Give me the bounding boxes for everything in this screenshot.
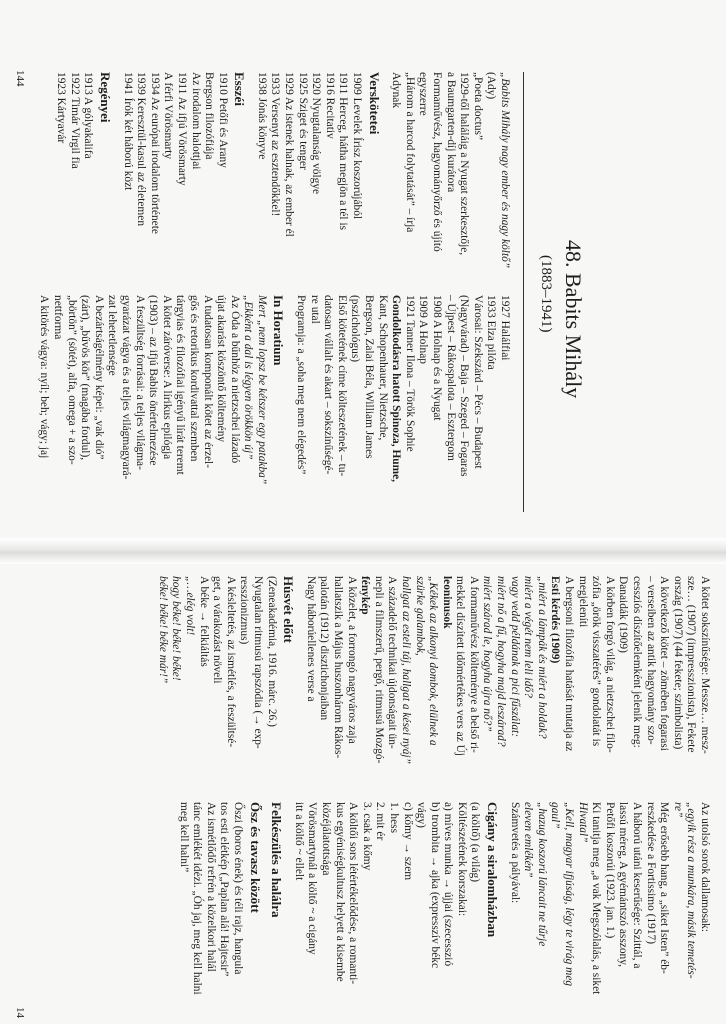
- bottom-left-column: [155, 576, 711, 796]
- text-line: 3. csak a kőmy: [360, 802, 373, 871]
- text-line: miért a végét nem leli idő?: [522, 576, 535, 698]
- text-line: 1941 Írók két háború közt: [121, 72, 134, 191]
- text-line: a Baumgarten-díj kurátora: [444, 72, 457, 193]
- text-line: 1929-től haláláig a Nyugat szerkesztője,: [458, 72, 471, 256]
- text-line: zat lehetetlensége: [106, 295, 119, 376]
- top-left-column: [54, 72, 511, 287]
- text-line: zófia „örök visszatérés” gondolatát is: [590, 576, 603, 747]
- text-line: A kitörés vágya: nyíl; beh; vágy; jaj: [38, 295, 51, 459]
- chapter-years: (1883–1941): [538, 255, 554, 333]
- text-line: A századelő technikai újdonságait ün-: [386, 576, 399, 749]
- section-heading: Verskötetei: [366, 72, 382, 135]
- text-line: 1. hess: [387, 802, 400, 834]
- text-line: Nyugtalan ritmusú rapszódia (→ exp-: [252, 576, 264, 749]
- page-bottom-content: [0, 562, 726, 1024]
- text-line: Az ismétlődő refrén a közelkori halál: [204, 802, 217, 972]
- text-line: a) míves munka → újjai (szecesszió: [442, 802, 455, 967]
- text-line: Bergson, Zalai Béla, William James: [363, 295, 376, 459]
- text-line: A kötet záróverse: A lírikus epilógja: [160, 295, 173, 460]
- text-line: tárgyias és filozófiai igényű lírát teremt: [174, 295, 187, 475]
- text-line: „Kékek az alkonyi dombok, elülnek a: [427, 576, 440, 746]
- text-line: Mert „nem lopsz be kétszer egy patakba”: [255, 295, 268, 485]
- text-line: ország (1907) (44 fekete; szimbolista): [671, 576, 684, 750]
- text-line: A tudatosan komponált kötet az érzel-: [201, 295, 214, 469]
- text-line: 1925 Sziget és tenger: [296, 72, 309, 170]
- text-line: A kötet sokszínűsége: Messze… mesz-: [699, 576, 711, 754]
- text-line: re utal: [308, 295, 321, 324]
- text-line: Hivatal”: [576, 802, 589, 843]
- text-line: hogy béke! béke! béke!: [170, 576, 183, 681]
- text-line: (zárt), „bűvös kör” (magába fordul),: [79, 295, 92, 461]
- text-line: „Ekként a dal is légyen örökkön új”: [242, 295, 255, 460]
- text-line: reszkedése a Fortissimo (1917): [644, 802, 657, 945]
- text-line: Petőfi koszorúi (1923. jan. 1.): [603, 802, 616, 939]
- text-line: A formaművész költeménye a belső ri-: [467, 576, 480, 753]
- text-line: Az utolsó sorok dallamosak:: [699, 802, 711, 933]
- text-line: A költői sors létértékelődése, a romanti-: [347, 802, 360, 985]
- text-line: egyszerre: [417, 72, 430, 116]
- text-line: 1922 Timár Virgil fia: [68, 72, 81, 169]
- text-line: gaul”: [549, 802, 562, 829]
- page-bottom: [0, 562, 726, 1024]
- text-line: „Babits Mihály nagy ember és nagy költő”: [499, 72, 511, 269]
- text-line: 1921 Tanner Ilona – Török Sophie: [403, 295, 416, 452]
- text-line: tos esti elétkép („Paplan alá! Hajtesir”: [218, 802, 231, 977]
- text-line: 1911 Herceg, hátha megjön a tél is: [337, 72, 350, 231]
- text-line: 1927 Halálfiai: [499, 295, 511, 361]
- text-line: 1913 A gólyakalifa: [82, 72, 95, 159]
- text-line: „…elég volt!: [184, 576, 197, 636]
- section-heading: Felkészülés a halálra: [269, 802, 285, 918]
- chapter-header: [516, 0, 726, 540]
- text-line: resszionizmus): [238, 576, 251, 645]
- text-line: gyarázat vágya és a teljes világmagyará-: [119, 295, 132, 480]
- text-line: (Ady): [485, 72, 498, 100]
- text-line: (a költő) (a világ): [469, 802, 482, 883]
- text-line: miért nő a fű, hogyha majd leszárad?: [495, 576, 508, 747]
- text-line: Programja: a „soha meg nem elégedés”: [295, 295, 308, 475]
- text-line: nepli a filmszerű, pergő, ritmusú Mozgó-: [372, 576, 385, 764]
- text-line: újat akarást köszöntő költemény: [215, 295, 228, 443]
- text-line: Formaművész, hagyományőrző és újító: [431, 72, 444, 252]
- text-line: A feszültség forrásai: a teljes világma-: [133, 295, 146, 470]
- text-line: Nagy háborúellenes verse a: [304, 576, 317, 702]
- text-line: 1933 Elza pilóta: [485, 295, 498, 370]
- text-line: Kant, Schopenhauer, Nietzsche,: [376, 295, 389, 441]
- text-line: miért szárad le, hogyha újra nő?”: [481, 576, 494, 732]
- text-line: A béke → felkiáltás: [197, 576, 210, 667]
- text-line: A körben forgó világ, a nietzschei filo-: [603, 576, 616, 753]
- text-line: 1939 Keresztül-kasul az életemen: [135, 72, 148, 227]
- text-line: szürke galambok,: [413, 576, 426, 656]
- text-line: Az Óda a bűnhöz a nietzschei lázadó: [228, 295, 241, 464]
- text-line: 1929 Az istenek halnak, az ember él: [283, 72, 296, 237]
- text-line: c) kőmy → szem: [401, 802, 414, 881]
- text-line: (Nagyvárad) – Baja – Szeged – Fogaras: [458, 295, 471, 477]
- text-line: – Újpest – Rákospalota – Esztergom: [444, 295, 457, 461]
- text-line: (1903) – az ifjú Babits önértelmezése: [147, 295, 160, 466]
- text-line: Vörösmartynál a költő ~ a cigány: [306, 802, 319, 955]
- text-line: Esti kérdés (1909): [549, 576, 562, 664]
- book-fold: [0, 538, 726, 564]
- text-line: A következő kötet – zömében fogarasi: [658, 576, 671, 751]
- text-line: nettforma: [52, 295, 64, 340]
- text-line: „Három a harcod folytatását” – írja: [403, 72, 416, 233]
- text-line: Danaidák (1909): [617, 576, 630, 653]
- text-line: 1908 A Holnap és a Nyugat: [431, 295, 444, 421]
- text-line: itt a költő ~ ellelt: [292, 802, 305, 881]
- text-line: „hazug koszorú láncait ne tűrje: [535, 802, 548, 947]
- page-number: 144: [14, 70, 26, 87]
- text-line: 1909 A Holnap: [417, 295, 430, 364]
- text-line: meg kell halni”: [177, 802, 190, 873]
- text-line: közéjálatottsága: [319, 802, 332, 876]
- text-line: eleven emlékén”: [522, 802, 535, 878]
- text-line: – verseiben az antik hagyomány szo-: [644, 576, 657, 745]
- text-line: Még erősebb hang, a „siket Isten” éb-: [658, 802, 671, 974]
- text-line: „Kell, magyar ifjúság, légy te virág meg: [563, 802, 576, 987]
- text-line: Gondolkodásra hatott Spinoza, Hume,: [390, 295, 403, 483]
- text-line: mekkel díszített időmértékes vers az Új: [454, 576, 467, 756]
- section-heading: Ősz és tavasz között: [247, 802, 263, 913]
- text-line: „miért a lámpák és miért a holdak?: [535, 576, 548, 739]
- text-line: sze… (1907) (impresszionista), Fekete: [685, 576, 698, 753]
- text-line: „Poeta doctus”: [471, 72, 484, 141]
- text-line: lassú méreg, A gyémántszó asszony,: [617, 802, 630, 968]
- text-line: Adynak: [390, 72, 403, 109]
- text-line: tánc emlékét idézi. „Óh jaj, meg kell halni: [191, 802, 204, 995]
- text-line: palotán (1912) disztichonjaiban: [318, 576, 331, 721]
- section-heading: Esszéi: [232, 72, 248, 106]
- text-line: 1911 Az ifjú Vörösmarty: [175, 72, 188, 186]
- text-line: A késleltetés, az ismétlés, a feszültsé-: [224, 576, 237, 748]
- text-line: „börtön” (sötét), alfa, omega + a szo-: [65, 295, 78, 465]
- text-line: A férfi Vörösmarty: [162, 72, 175, 160]
- bottom-right-column: [176, 802, 711, 1022]
- text-line: kus egyéniségkultusz helyett a kisembe: [333, 802, 346, 982]
- text-line: Bergson filozófiája: [203, 72, 216, 160]
- top-right-column: [37, 295, 511, 515]
- text-line: Ki tanitja meg „a vak Megszólalás, a siket: [590, 802, 603, 995]
- text-line: 1920 Nyugtalanság völgye: [310, 72, 323, 195]
- text-line: (Zeneakadémia, 1916. márc. 26.): [265, 576, 278, 727]
- text-line: A bergsoni filozófia hatását mutatja az: [563, 576, 576, 752]
- text-line: A közelet, a forrongó nagyváros zaja: [345, 576, 358, 744]
- text-line: 1938 Jónás könyve: [255, 72, 268, 160]
- section-heading: Regényei: [97, 72, 113, 123]
- text-line: datosan vállalt és akart – sokszínűségé-: [322, 295, 335, 475]
- text-line: hallgat az esteli táj, hallgat a kései nyáj”: [399, 576, 412, 764]
- text-line: 1916 Recitativ: [323, 72, 336, 139]
- text-line: A bezártságélmény képei: „vak dió”: [92, 295, 105, 460]
- text-line: vagy vedd példának a pici fűszálat:: [508, 576, 521, 738]
- text-line: Első kötetének címe költeszetének – tu-: [335, 295, 348, 477]
- text-line: Számvetés a pályával:: [508, 802, 521, 904]
- section-heading: Cigány a siralomházban: [485, 802, 501, 938]
- text-line: Költészetének korszakai:: [455, 802, 468, 917]
- text-line: b) trombita → ajka (expresszív békc: [428, 802, 441, 969]
- text-line: 1909 Levelek Írisz koszorújából: [351, 72, 364, 220]
- text-line: 1910 Petőfi és Arany: [216, 72, 229, 168]
- text-line: fénykép: [359, 576, 372, 615]
- text-line: re”: [671, 802, 684, 818]
- text-line: 1933 Versenyt az esztendőkkel!: [269, 72, 282, 217]
- text-line: cessziós díszítőelemként jelenik meg:: [631, 576, 644, 748]
- text-line: 1934 Az európai irodalom története: [148, 72, 161, 234]
- text-line: 2. mit ér: [374, 802, 387, 841]
- text-line: hallatszik a Május huszonhárom Rákos-: [331, 576, 344, 759]
- page-number: 14: [14, 1007, 26, 1018]
- text-line: „egyik rész a munkára, másik temetés-: [685, 802, 698, 979]
- section-heading: In Horatium: [271, 295, 287, 366]
- text-line: gős és retorikus kordivattal szemben: [187, 295, 200, 462]
- text-line: leoninusok: [440, 576, 453, 629]
- text-line: megjeleníti: [576, 576, 589, 628]
- text-line: (pszichológus): [349, 295, 362, 363]
- header-rule: [523, 72, 524, 512]
- text-line: A háború utáni keserűsége: Szittál, a: [631, 802, 644, 969]
- section-heading: Húsvét előtt: [281, 576, 297, 643]
- text-line: vágy): [415, 802, 428, 828]
- chapter-title: 48. Babits Mihály: [561, 240, 586, 399]
- text-line: get, a várakozást növeli: [211, 576, 224, 684]
- text-line: béke! béke! béke már!”: [156, 576, 169, 684]
- text-line: 1923 Kártyavár: [55, 72, 68, 144]
- text-line: Őszi (boros ének) és téli rajz, hangula: [232, 802, 244, 975]
- text-line: Az irodalom halottjai: [189, 72, 202, 170]
- text-line: Városai: Szekszárd – Pécs – Budapest: [471, 295, 484, 469]
